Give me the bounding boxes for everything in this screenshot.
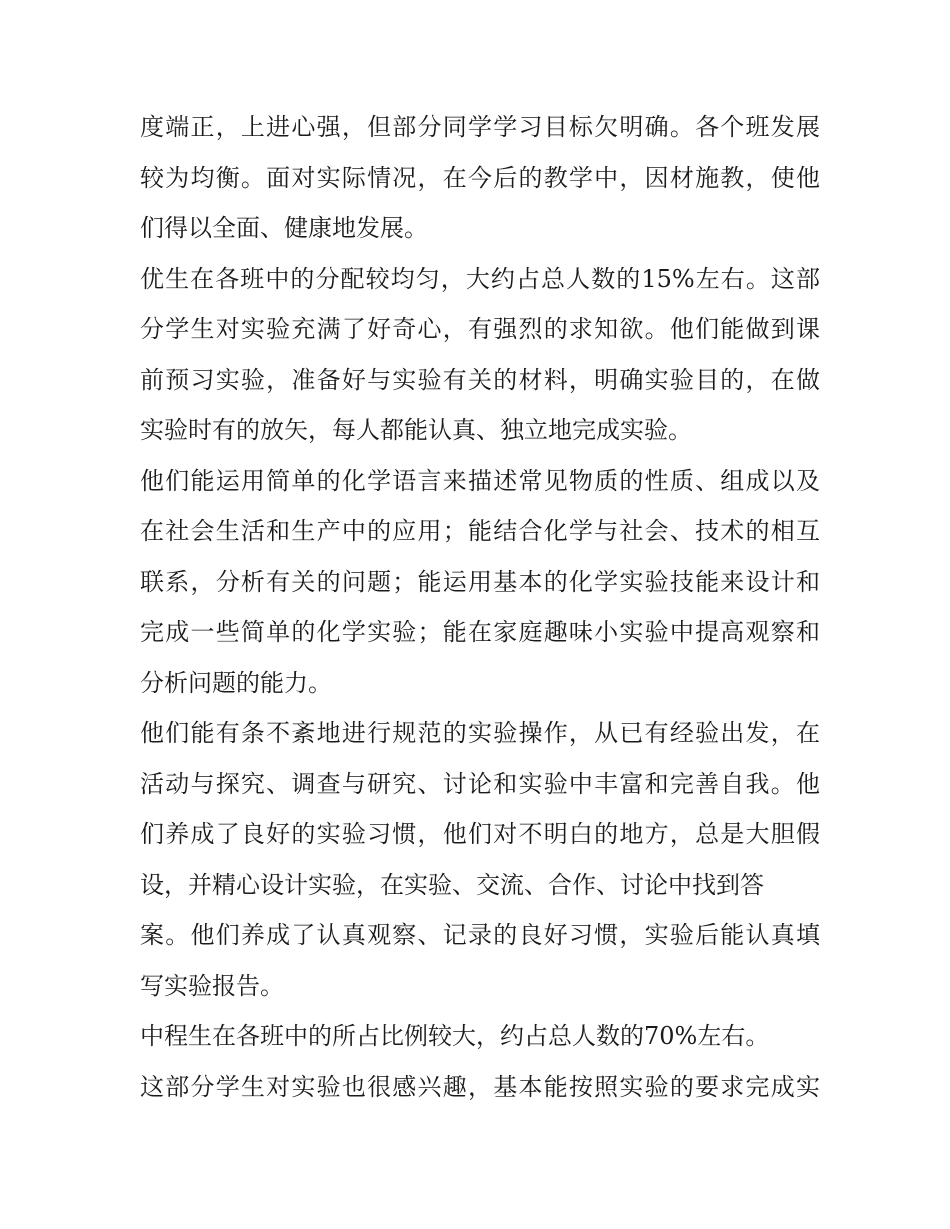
- text-line: 完成一些简单的化学实验；能在家庭趣味小实验中提高观察和: [140, 618, 820, 646]
- text-line: 他们能运用简单的化学语言来描述常见物质的性质、组成以及: [140, 466, 820, 495]
- text-line: 前预习实验，准备好与实验有关的材料，明确实验目的，在做: [140, 365, 820, 394]
- text-line: 在社会生活和生产中的应用；能结合化学与社会、技术的相互: [140, 517, 820, 545]
- text-line: 实验时有的放矢，每人都能认真、独立地完成实验。: [140, 416, 692, 444]
- text-line: 优生在各班中的分配较均匀，大约占总人数的15%左右。这部: [140, 264, 820, 293]
- text-line: 较为均衡。面对实际情况，在今后的教学中，因材施教，使他: [140, 163, 820, 192]
- text-line: 分学生对实验充满了好奇心，有强烈的求知欲。他们能做到课: [140, 315, 820, 343]
- text-line: 中程生在各班中的所占比例较大，约占总人数的70%左右。: [140, 1022, 770, 1050]
- text-line: 分析问题的能力。: [140, 668, 332, 697]
- text-line: 们养成了良好的实验习惯，他们对不明白的地方，总是大胆假: [140, 820, 820, 848]
- text-line: 这部分学生对实验也很感兴趣，基本能按照实验的要求完成实: [140, 1072, 820, 1101]
- text-line: 他们能有条不紊地进行规范的实验操作，从已有经验出发，在: [140, 719, 820, 747]
- text-line: 案。他们养成了认真观察、记录的良好习惯，实验后能认真填: [140, 921, 820, 949]
- text-line: 写实验报告。: [140, 971, 284, 1000]
- body-text: [140, 102, 820, 1112]
- text-line: 设，并精心设计实验，在实验、交流、合作、讨论中找到答: [140, 870, 764, 899]
- text-line: 度端正，上进心强，但部分同学学习目标欠明确。各个班发展: [140, 113, 820, 141]
- text-line: 们得以全面、健康地发展。: [140, 214, 428, 242]
- text-line: 联系，分析有关的问题；能运用基本的化学实验技能来设计和: [140, 567, 820, 596]
- text-line: 活动与探究、调查与研究、讨论和实验中丰富和完善自我。他: [140, 769, 820, 798]
